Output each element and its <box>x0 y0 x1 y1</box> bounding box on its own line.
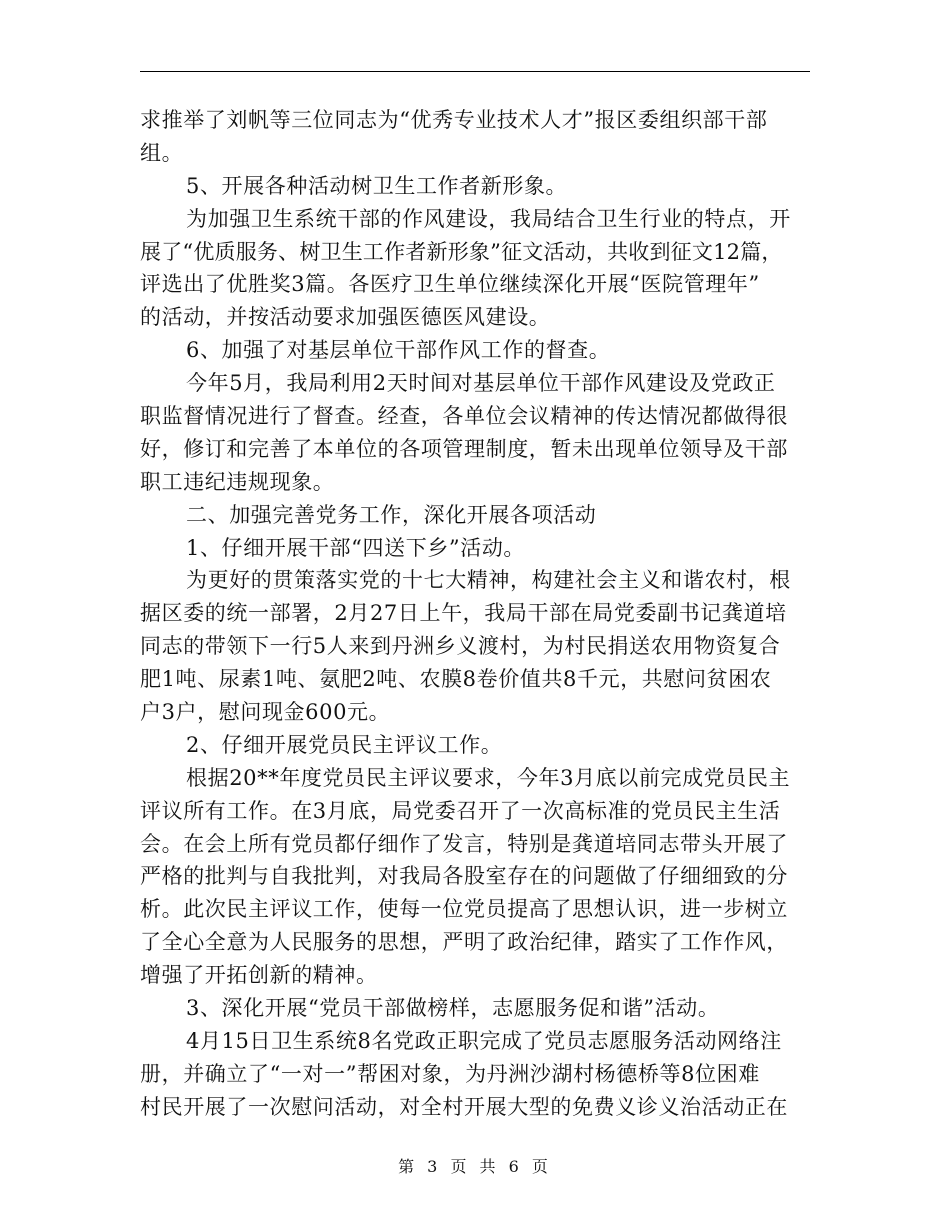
text-line: 户3户，慰问现金600元。 <box>140 700 391 725</box>
text-line: 据区委的统一部署，2月27日上午，我局干部在局党委副书记龚道培 <box>140 601 787 626</box>
text-line: 职工违纪违规现象。 <box>140 469 335 494</box>
text-line: 好，修订和完善了本单位的各项管理制度，暂未出现单位领导及干部 <box>140 436 788 461</box>
text-line: 评议所有工作。在3月底，局党委召开了一次高标准的党员民主生活 <box>140 798 781 823</box>
header-rule <box>140 71 810 72</box>
text-line: 增强了开拓创新的精神。 <box>140 963 378 988</box>
text-line: 组。 <box>140 140 184 165</box>
text-line: 为更好的贯策落实党的十七大精神，构建社会主义和谐农村，根 <box>186 568 791 593</box>
document-body <box>140 104 812 1124</box>
section-heading: 5、开展各种活动树卫生工作者新形象。 <box>186 173 568 198</box>
text-line: 评选出了优胜奖3篇。各医疗卫生单位继续深化开展“医院管理年” <box>140 272 760 297</box>
text-line: 求推举了刘帆等三位同志为“优秀专业技术人才”报区委组织部干部 <box>140 108 768 132</box>
text-line: 册，并确立了“一对一”帮困对象，为丹洲沙湖村杨德桥等8位困难 <box>140 1061 760 1086</box>
text-line: 职监督情况进行了督查。经查，各单位会议精神的传达情况都做得很 <box>140 404 788 429</box>
text-line: 为加强卫生系统干部的作风建设，我局结合卫生行业的特点，开 <box>186 206 791 231</box>
text-line: 村民开展了一次慰问活动，对全村开展大型的免费义诊义治活动正在 <box>140 1094 788 1119</box>
text-line: 严格的批判与自我批判，对我局各股室存在的问题做了仔细细致的分 <box>140 864 788 889</box>
text-line: 展了“优质服务、树卫生工作者新形象”征文活动，共收到征文12篇， <box>140 239 783 264</box>
section-heading: 6、加强了对基层单位干部作风工作的督查。 <box>186 338 611 363</box>
section-heading: 1、仔细开展干部“四送下乡”活动。 <box>186 535 526 560</box>
text-line: 同志的带领下一行5人来到丹洲乡义渡村，为村民捐送农用物资复合 <box>140 634 781 659</box>
text-line: 肥1吨、尿素1吨、氨肥2吨、农膜8卷价值共8千元，共慰问贫困农 <box>140 667 772 692</box>
section-heading: 3、深化开展“党员干部做榜样，志愿服务促和谐”活动。 <box>186 996 720 1021</box>
section-heading: 2、仔细开展党员民主评议工作。 <box>186 732 503 757</box>
text-line: 会。在会上所有党员都仔细作了发言，特别是龚道培同志带头开展了 <box>140 831 788 856</box>
text-line: 析。此次民主评议工作，使每一位党员提高了思想认识，进一步树立 <box>140 897 788 922</box>
text-line: 根据20**年度党员民主评议要求，今年3月底以前完成党员民主 <box>186 765 791 790</box>
text-line: 4月15日卫生系统8名党政正职完成了党员志愿服务活动网络注 <box>186 1028 782 1053</box>
text-line: 今年5月，我局利用2天时间对基层单位干部作风建设及党政正 <box>186 371 776 396</box>
section-heading: 二、加强完善党务工作，深化开展各项活动 <box>186 502 597 527</box>
page-number-footer: 第 3 页 共 6 页 <box>398 1157 552 1176</box>
text-line: 的活动，并按活动要求加强医德医风建设。 <box>140 305 551 330</box>
text-line: 了全心全意为人民服务的思想，严明了政治纪律，踏实了工作作风， <box>140 930 788 955</box>
